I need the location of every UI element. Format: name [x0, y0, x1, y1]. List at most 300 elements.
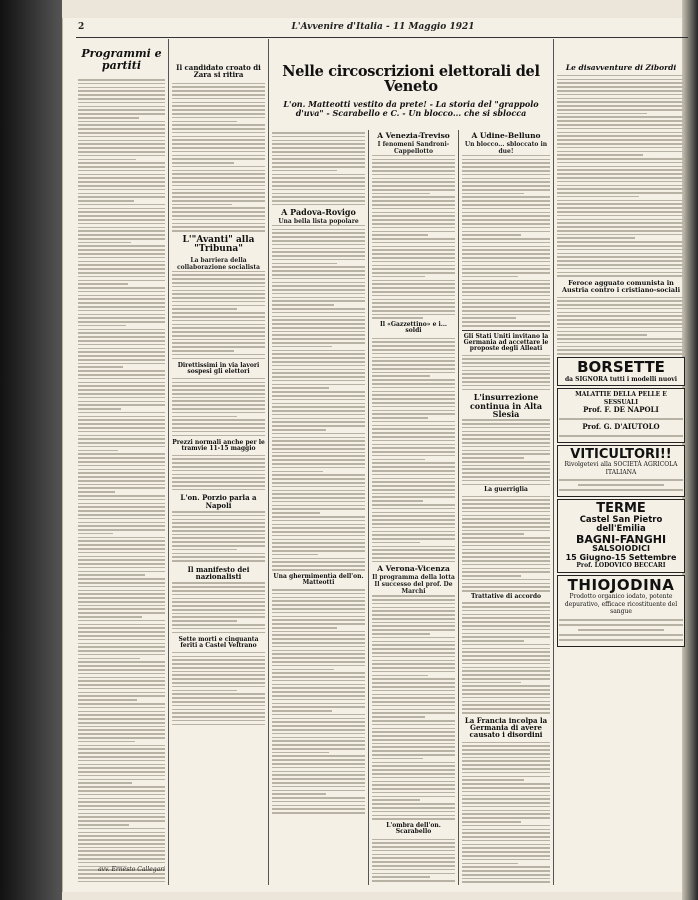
- text-line: [78, 764, 165, 766]
- text-line: [78, 518, 165, 520]
- text-line: [78, 540, 165, 542]
- text-line: [272, 255, 365, 257]
- text-line: [78, 438, 165, 440]
- text-line: [372, 750, 455, 752]
- subhead-verona-2: Il successo del prof. De Marchi: [374, 581, 453, 596]
- article-text-nazionalisti: [172, 582, 265, 633]
- text-line: [172, 556, 265, 558]
- text-line: [372, 314, 455, 316]
- text-line: [372, 534, 455, 536]
- headline-programmi: Programmi e partiti: [81, 47, 162, 72]
- text-line: [557, 143, 685, 145]
- text-line: [78, 525, 165, 527]
- text-line: [78, 272, 165, 274]
- text-line: [272, 331, 365, 333]
- text-line: [78, 578, 165, 580]
- text-line: [557, 219, 685, 221]
- text-line: [272, 369, 365, 371]
- text-line: [462, 377, 550, 379]
- text-line: [462, 768, 550, 770]
- text-line: [462, 457, 524, 459]
- text-line: [462, 196, 550, 198]
- text-line: [78, 193, 165, 195]
- text-line: [372, 204, 455, 206]
- text-line: [372, 496, 455, 498]
- text-line: [272, 710, 332, 712]
- text-line: [78, 374, 165, 376]
- text-line: [372, 257, 455, 259]
- text-line: [462, 507, 550, 509]
- text-line: [78, 699, 137, 701]
- text-line: [272, 699, 365, 701]
- text-line: [78, 737, 165, 739]
- text-line: [78, 366, 123, 368]
- text-line: [78, 314, 165, 316]
- running-header: [78, 20, 688, 36]
- text-line: [272, 147, 365, 149]
- text-line: [462, 208, 550, 210]
- article-text-francia: [462, 742, 550, 884]
- text-line: [78, 143, 165, 145]
- article-text-programmi: [78, 79, 165, 884]
- text-line: [462, 503, 550, 505]
- text-line: [78, 571, 165, 573]
- text-line: [172, 354, 265, 356]
- text-line: [462, 193, 524, 195]
- text-line: [372, 709, 455, 711]
- text-line: [78, 461, 165, 463]
- text-line: [462, 385, 550, 387]
- text-line: [372, 811, 455, 813]
- text-line: [462, 685, 550, 687]
- text-line: [462, 651, 550, 653]
- text-line: [78, 336, 165, 338]
- text-line: [462, 238, 550, 240]
- text-line: [557, 75, 685, 77]
- subhead-udine: Un blocco... sbloccato in due!: [464, 140, 548, 155]
- text-line: [272, 642, 365, 644]
- text-line: [372, 648, 455, 650]
- text-line: [272, 410, 365, 412]
- text-line: [78, 435, 165, 437]
- text-line: [462, 276, 518, 278]
- text-line: [462, 472, 550, 474]
- text-line: [172, 339, 265, 341]
- main-subheadline: L'on. Matteotti vestito da prete! - La storia del "grappolo d'uva" - Scarabello e C. - Un blocco... che si sblocca: [283, 99, 539, 118]
- text-line: [78, 529, 165, 531]
- text-line: [557, 113, 647, 115]
- text-line: [78, 419, 165, 421]
- text-line: [462, 215, 550, 217]
- text-line: [272, 691, 365, 693]
- text-line: [462, 159, 550, 161]
- article-text-intro: [272, 132, 365, 205]
- text-line: [372, 850, 455, 852]
- text-line: [172, 397, 265, 399]
- text-line: [372, 219, 455, 221]
- text-line: [462, 829, 550, 831]
- text-line: [372, 758, 423, 760]
- text-line: [462, 625, 550, 627]
- text-line: [172, 466, 265, 468]
- text-line: [272, 418, 365, 420]
- text-line: [272, 357, 365, 359]
- text-line: [78, 877, 165, 879]
- text-line: [462, 219, 550, 221]
- text-line: [462, 583, 550, 585]
- text-line: [372, 614, 455, 616]
- text-line: [462, 806, 550, 808]
- header-rule: [76, 37, 688, 38]
- text-line: [272, 482, 365, 484]
- text-line: [372, 185, 455, 187]
- text-line: [372, 603, 455, 605]
- ad-terme-director: Prof. LODOVICO BECCARI: [576, 562, 666, 570]
- text-line: [78, 684, 165, 686]
- text-line: [172, 674, 265, 676]
- text-line: [372, 155, 455, 157]
- ad-terme-bagni: BAGNI-FANGHI: [575, 532, 667, 546]
- headline-ghermimentia: Una ghermimentìa dell'on. Matteotti: [273, 572, 364, 586]
- text-line: [172, 427, 265, 429]
- text-line: [172, 215, 265, 217]
- text-line: [272, 312, 365, 314]
- page-number: 2: [78, 22, 85, 32]
- text-line: [557, 300, 685, 302]
- text-line: [372, 265, 455, 267]
- text-line: [172, 485, 265, 487]
- headline-scarabello: L'ombra dell'on. Scarabello: [386, 821, 441, 836]
- text-line: [372, 268, 455, 270]
- text-line: [172, 124, 265, 126]
- text-line: [462, 231, 550, 233]
- text-line: [272, 433, 365, 435]
- text-line: [372, 302, 455, 304]
- main-banner: [272, 42, 550, 130]
- text-line: [78, 627, 165, 629]
- text-line: [272, 259, 365, 261]
- text-line: [372, 189, 455, 191]
- text-line: [557, 245, 685, 247]
- text-line: [78, 450, 118, 452]
- text-line: [78, 824, 129, 826]
- text-line: [172, 474, 265, 476]
- text-line: [462, 560, 550, 562]
- text-line: [272, 520, 365, 522]
- text-line: [272, 763, 365, 765]
- text-line: [78, 287, 165, 289]
- text-line: [557, 169, 685, 171]
- text-line: [78, 132, 165, 134]
- text-line: [78, 480, 165, 482]
- text-line: [372, 842, 455, 844]
- text-line: [462, 423, 550, 425]
- text-line: [462, 287, 550, 289]
- ad-terme-title: TERME: [596, 501, 646, 517]
- text-line: [172, 346, 265, 348]
- text-line: [372, 379, 455, 381]
- text-line: [272, 608, 365, 610]
- text-line: [78, 495, 165, 497]
- text-line: [78, 608, 165, 610]
- article-text-zibordi: [557, 75, 685, 277]
- text-line: [462, 468, 550, 470]
- text-line: [272, 155, 365, 157]
- headline-avanti: L'"Avanti" alla "Tribuna": [182, 234, 255, 255]
- text-line: [462, 704, 550, 706]
- text-line: [372, 869, 455, 871]
- text-line: [557, 90, 685, 92]
- text-line: [462, 682, 521, 684]
- text-line: [172, 613, 265, 615]
- text-line: [172, 350, 234, 352]
- text-line: [272, 225, 365, 227]
- text-line: [462, 253, 550, 255]
- ad-pelle-doctor: Prof. F. DE NAPOLI: [583, 405, 659, 415]
- text-line: [78, 514, 165, 516]
- text-line: [462, 655, 550, 657]
- text-line: [172, 136, 265, 138]
- subhead-avanti: La barriera della collaborazione socialista: [176, 256, 261, 271]
- text-line: [78, 745, 165, 747]
- article-text-avanti: [172, 271, 265, 360]
- text-line: [78, 510, 165, 512]
- text-line: [272, 308, 365, 310]
- text-line: [272, 508, 365, 510]
- text-line: [272, 790, 365, 792]
- text-line: [172, 435, 265, 437]
- text-line: [272, 232, 365, 234]
- text-line: [78, 563, 165, 565]
- text-line: [372, 166, 455, 168]
- text-line: [557, 249, 685, 251]
- text-line: [172, 158, 265, 160]
- text-line: [272, 676, 365, 678]
- text-line: [172, 601, 265, 603]
- text-line: [372, 796, 455, 798]
- section-venezia: A Venezia-Treviso: [377, 132, 450, 140]
- headline-agguato: Feroce agguato comunista in Austria contro i cristiano-sociali: [561, 278, 681, 294]
- text-line: [462, 362, 550, 364]
- text-line: [272, 619, 365, 621]
- text-line: [172, 712, 265, 714]
- text-line: [372, 459, 425, 461]
- text-line: [557, 192, 685, 194]
- text-line: [272, 391, 365, 393]
- text-line: [272, 695, 365, 697]
- text-line: [557, 304, 685, 306]
- text-line: [462, 249, 550, 251]
- text-line: [78, 816, 165, 818]
- text-line: [172, 308, 237, 310]
- text-line: [172, 316, 265, 318]
- text-line: [557, 207, 685, 209]
- text-line: [78, 393, 165, 395]
- text-line: [272, 437, 365, 439]
- text-line: [272, 251, 365, 253]
- text-line: [272, 627, 337, 629]
- text-line: [557, 353, 685, 355]
- text-line: [78, 412, 165, 414]
- text-line: [272, 661, 365, 663]
- text-line: [557, 346, 685, 348]
- text-line: [272, 516, 365, 518]
- text-line: [462, 261, 550, 263]
- text-line: [462, 575, 521, 577]
- text-line: [557, 222, 685, 224]
- text-line: [172, 226, 265, 228]
- text-line: [557, 128, 685, 130]
- text-line: [557, 308, 685, 310]
- text-line: [462, 537, 550, 539]
- text-line: [172, 590, 265, 592]
- text-line: [78, 624, 165, 626]
- text-line: [272, 808, 365, 810]
- ad-viticultori-title: VITICULTORI!!: [570, 446, 672, 462]
- text-line: [462, 847, 550, 849]
- text-line: [78, 416, 165, 418]
- text-line: [272, 248, 365, 250]
- text-line: [272, 501, 365, 503]
- text-line: [462, 533, 524, 535]
- text-line: [172, 282, 265, 284]
- text-line: [462, 648, 550, 650]
- column-6: [557, 42, 685, 884]
- text-line: [78, 385, 165, 387]
- text-line: [372, 383, 455, 385]
- article-text-direttissimi: [172, 378, 265, 436]
- text-line: [557, 234, 685, 236]
- text-line: [272, 406, 365, 408]
- text-line: [272, 177, 365, 179]
- text-line: [78, 862, 165, 864]
- text-line: [557, 342, 685, 344]
- text-line: [372, 861, 455, 863]
- text-line: [462, 306, 550, 308]
- text-line: [557, 315, 685, 317]
- text-line: [78, 389, 165, 391]
- text-line: [372, 432, 455, 434]
- text-line: [462, 442, 550, 444]
- text-line: [78, 752, 165, 754]
- text-line: [78, 748, 165, 750]
- article-text-zara: [172, 83, 265, 232]
- text-line: [272, 778, 365, 780]
- text-line: [78, 820, 165, 822]
- text-line: [462, 438, 550, 440]
- text-line: [78, 79, 165, 81]
- text-line: [372, 341, 455, 343]
- text-line: [372, 261, 455, 263]
- text-line: [78, 423, 165, 425]
- text-line: [557, 319, 685, 321]
- text-line: [372, 656, 455, 658]
- text-line: [78, 159, 136, 161]
- text-line: [372, 846, 455, 848]
- text-line: [557, 323, 685, 325]
- text-line: [78, 219, 165, 221]
- text-line: [557, 147, 685, 149]
- running-title: L'Avvenire d'Italia - 11 Maggio 1921: [291, 22, 475, 32]
- text-line: [78, 522, 165, 524]
- text-line: [272, 350, 365, 352]
- text-line: [462, 545, 550, 547]
- text-line: [78, 378, 165, 380]
- text-line: [372, 287, 455, 289]
- text-line: [172, 305, 265, 307]
- text-line: [372, 421, 455, 423]
- text-line: [78, 726, 165, 728]
- text-line: [272, 170, 337, 172]
- text-line: [557, 188, 685, 190]
- text-line: [372, 557, 455, 559]
- article-text-guerriglia: [462, 496, 550, 592]
- text-line: [462, 257, 550, 259]
- text-line: [172, 598, 265, 600]
- text-line: [272, 801, 365, 803]
- text-line: [372, 720, 455, 722]
- text-line: [78, 113, 165, 115]
- text-line: [172, 678, 265, 680]
- text-line: [78, 805, 165, 807]
- text-line: [272, 474, 365, 476]
- text-line: [272, 486, 365, 488]
- text-line: [462, 321, 550, 323]
- text-line: [78, 427, 165, 429]
- text-line: [557, 200, 685, 202]
- text-line: [557, 109, 685, 111]
- text-line: [462, 291, 550, 293]
- text-line: [272, 672, 365, 674]
- text-line: [78, 245, 165, 247]
- text-line: [78, 465, 165, 467]
- text-line: [272, 136, 365, 138]
- text-line: [272, 638, 365, 640]
- text-line: [172, 389, 265, 391]
- text-line: [78, 832, 165, 834]
- text-line: [272, 771, 365, 773]
- text-line: [372, 181, 455, 183]
- text-line: [372, 391, 455, 393]
- text-line: [172, 320, 265, 322]
- text-line: [78, 249, 165, 251]
- text-line: [172, 616, 265, 618]
- text-line: [372, 542, 420, 544]
- text-line: [272, 740, 365, 742]
- text-line: [172, 609, 265, 611]
- text-line: [78, 469, 165, 471]
- text-line: [462, 701, 550, 703]
- article-text-insurrezione: [462, 419, 550, 485]
- text-line: [557, 211, 685, 213]
- text-line: [462, 204, 550, 206]
- section-padova: A Padova-Rovigo: [281, 207, 356, 218]
- text-line: [272, 448, 365, 450]
- text-line: [557, 260, 685, 262]
- text-line: [78, 688, 165, 690]
- text-line: [372, 349, 455, 351]
- text-line: [462, 515, 550, 517]
- article-text-agguato: [557, 297, 685, 355]
- text-line: [372, 622, 455, 624]
- text-line: [78, 359, 165, 361]
- text-line: [372, 299, 455, 301]
- ad-pelle-title: MALATTIE DELLA PELLE E SESSUALI: [575, 391, 667, 406]
- text-line: [172, 419, 265, 421]
- signature-callegari: avv. Ernesto Callegari: [98, 866, 165, 873]
- text-line: [462, 564, 550, 566]
- text-line: [78, 707, 165, 709]
